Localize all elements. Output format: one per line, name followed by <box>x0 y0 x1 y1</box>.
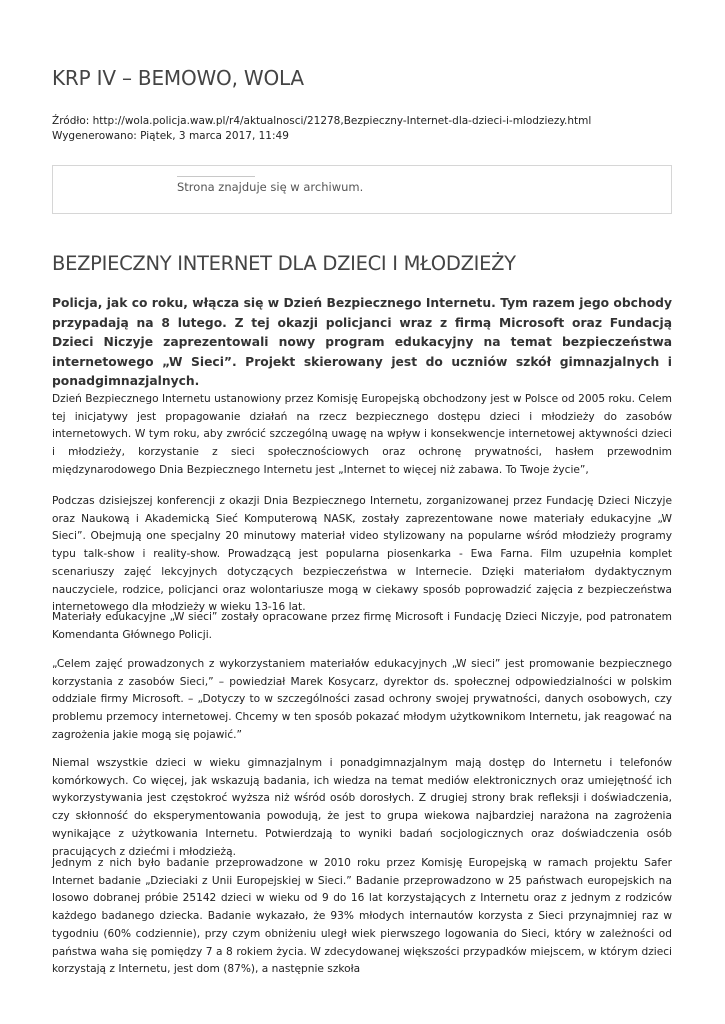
article-paragraph: Podczas dzisiejszej konferencji z okazji Dnia Bezpiecznego Internetu, zorganizowanej przez Fundację Dzieci Niczyje oraz Naukową i Akademicką Sieć Komputerową NASK, zostały zaprezentowane nowe materiały edukacyjne „W Sieci”. Obejmują one specjalny 20 minutowy materiał video stylizowany na popularne wśród młodzieży programy typu talk-show i reality-show. Prowadzącą jest popularna piosenkarka - Ewa Farna. Film uzupełnia komplet scenariuszy zajęć lekcyjnych dotyczących bezpieczeństwa w Internecie. Dzięki materiałom dydaktycznym nauczyciele, rodzice, policjanci oraz wolontariusze mogą w ciekawy sposób poprowadzić zajęcia z bezpieczeństwa internetowego dla młodzieży w wieku 13-16 lat. <box>52 495 672 614</box>
article-paragraph: Dzień Bezpiecznego Internetu ustanowiony przez Komisję Europejską obchodzony jest w Polsce od 2005 roku. Celem tej inicjatywy jest propagowanie działań na rzecz bezpiecznego dostępu dzieci i młodzieży do zasobów internetowych. W tym roku, aby zwrócić szczególną uwagę na wpływ i konsekwencje internetowej aktywności dzieci i młodzieży, korzystanie z sieci społecznościowych oraz ochronę prywatności, hasłem przewodnim międzynarodowego Dnia Bezpiecznego Internetu jest „Internet to więcej niż zabawa. To Twoje życie”, <box>52 393 672 476</box>
archive-divider <box>177 176 255 177</box>
article-title: BEZPIECZNY INTERNET DLA DZIECI I MŁODZIEŻY <box>52 252 516 275</box>
article-lead: Policja, jak co roku, włącza się w Dzień Bezpiecznego Internetu. Tym razem jego obchody przypadają na 8 lutego. Z tej okazji policjanci wraz z firmą Microsoft oraz Fundacją Dzieci Niczyje zaprezentowali nowy program edukacyjny na temat bezpieczeństwa internetowego „W Sieci”. Projekt skierowany jest do uczniów szkół gimnazjalnych i ponadgimnazjalnych. <box>52 296 672 389</box>
generated-line: Wygenerowano: Piątek, 3 marca 2017, 11:49 <box>52 130 289 142</box>
site-title: KRP IV – BEMOWO, WOLA <box>52 66 304 90</box>
article-paragraph: Niemal wszystkie dzieci w wieku gimnazjalnym i ponadgimnazjalnym mają dostęp do Internetu i telefonów komórkowych. Co więcej, jak wskazują badania, ich wiedza na temat mediów elektronicznych oraz umiejętność ich wykorzystywania jest częstokroć wyższa niż wśród osób dorosłych. Z drugiej strony brak refleksji i doświadczenia, czy skłonność do eksperymentowania powodują, że jest to grupa wiekowa najbardziej narażona na zagrożenia wynikające z użytkowania Internetu. Potwierdzają to wyniki badań socjologicznych oraz doświadczenia osób pracujących z dziećmi i młodzieżą. <box>52 757 672 858</box>
article-paragraph: „Celem zajęć prowadzonych z wykorzystaniem materiałów edukacyjnych „W sieci” jest promowanie bezpiecznego korzystania z zasobów Sieci,” – powiedział Marek Kosycarz, dyrektor ds. społecznej odpowiedzialności w polskim oddziale firmy Microsoft. – „Dotyczy to w szczególności zasad ochrony swojej prywatności, danych osobowych, czy problemu przemocy internetowej. Chcemy w ten sposób pokazać młodym użytkownikom Internetu, jak reagować na zagrożenia jakie mogą się pojawić.” <box>52 658 672 741</box>
source-line: Źródło: http://wola.policja.waw.pl/r4/aktualnosci/21278,Bezpieczny-Internet-dla-dzieci-i-mlodziezy.html <box>52 115 592 127</box>
archive-notice-text: Strona znajduje się w archiwum. <box>177 180 364 194</box>
archive-notice <box>52 165 672 214</box>
article-paragraph: Materiały edukacyjne „W sieci” zostały opracowane przez firmę Microsoft i Fundację Dzieci Niczyje, pod patronatem Komendanta Głównego Policji. <box>52 611 672 641</box>
document-meta <box>52 114 591 144</box>
article-paragraph: Jednym z nich było badanie przeprowadzone w 2010 roku przez Komisję Europejską w ramach projektu Safer Internet badanie „Dzieciaki z Unii Europejskiej w Sieci.” Badanie przeprowadzono w 25 państwach europejskich na losowo dobranej próbie 25142 dzieci w wieku od 9 do 16 lat korzystających z Internetu oraz z jednym z rodziców każdego badanego dziecka. Badanie wykazało, że 93% młodych internautów korzysta z Sieci przynajmniej raz w tygodniu (60% codziennie), przy czym obniżeniu uległ wiek pierwszego logowania do Sieci, który w zależności od państwa waha się pomiędzy 7 a 8 rokiem życia. W zdecydowanej większości przypadków miejscem, w którym dzieci korzystają z Internetu, jest dom (87%), a następnie szkoła <box>52 857 672 976</box>
